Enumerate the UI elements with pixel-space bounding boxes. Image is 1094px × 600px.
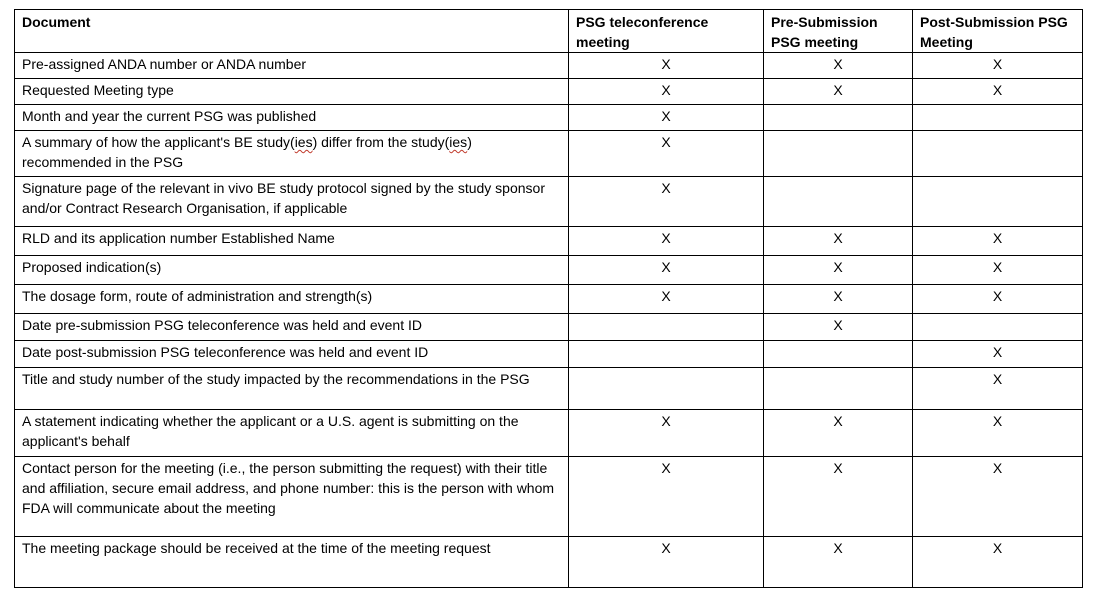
mark-cell: X [913, 341, 1083, 368]
document-cell: Date post-submission PSG teleconference was held and event ID [15, 341, 569, 368]
mark-cell: X [569, 285, 764, 314]
mark-cell: X [569, 53, 764, 79]
document-cell: Contact person for the meeting (i.e., the person submitting the request) with their title and affiliation, secure email address, and phone number: this is the person with whom FDA will communicate about the meeting [15, 457, 569, 537]
mark-cell: X [764, 256, 913, 285]
mark-cell [569, 314, 764, 341]
mark-cell [764, 105, 913, 131]
mark-cell: X [569, 79, 764, 105]
spellcheck-word: ies [449, 134, 468, 150]
table-row [15, 341, 1083, 368]
mark-cell [913, 131, 1083, 177]
mark-cell: X [913, 227, 1083, 256]
header-row [15, 10, 1083, 53]
mark-cell [913, 177, 1083, 227]
table-row [15, 368, 1083, 410]
document-cell: A summary of how the applicant's BE study(ies) differ from the study(ies) recommended in the PSG [15, 131, 569, 177]
mark-cell [913, 105, 1083, 131]
mark-cell: X [764, 227, 913, 256]
header-psg-teleconference: PSG teleconference meeting [569, 10, 764, 53]
requirements-table [14, 9, 1083, 588]
mark-cell [913, 314, 1083, 341]
document-cell: RLD and its application number Established Name [15, 227, 569, 256]
mark-cell: X [569, 256, 764, 285]
mark-cell: X [764, 314, 913, 341]
document-cell: Title and study number of the study impacted by the recommendations in the PSG [15, 368, 569, 410]
mark-cell [569, 341, 764, 368]
document-cell: Month and year the current PSG was published [15, 105, 569, 131]
mark-cell [764, 341, 913, 368]
document-cell: Pre-assigned ANDA number or ANDA number [15, 53, 569, 79]
mark-cell: X [913, 457, 1083, 537]
document-cell: Requested Meeting type [15, 79, 569, 105]
document-cell: Signature page of the relevant in vivo BE study protocol signed by the study sponsor and/or Contract Research Organisation, if applicable [15, 177, 569, 227]
table-row [15, 285, 1083, 314]
mark-cell: X [764, 79, 913, 105]
mark-cell: X [569, 227, 764, 256]
document-cell: Date pre-submission PSG teleconference was held and event ID [15, 314, 569, 341]
mark-cell: X [913, 79, 1083, 105]
mark-cell [569, 368, 764, 410]
table-row [15, 227, 1083, 256]
mark-cell: X [913, 410, 1083, 457]
table-row [15, 79, 1083, 105]
mark-cell: X [913, 285, 1083, 314]
mark-cell: X [569, 131, 764, 177]
document-cell: Proposed indication(s) [15, 256, 569, 285]
mark-cell: X [569, 457, 764, 537]
mark-cell: X [764, 285, 913, 314]
mark-cell: X [913, 537, 1083, 588]
table-row [15, 537, 1083, 588]
mark-cell [764, 368, 913, 410]
mark-cell: X [913, 368, 1083, 410]
spellcheck-word: ies [294, 134, 313, 150]
mark-cell: X [913, 256, 1083, 285]
header-document: Document [15, 10, 569, 53]
header-pre-submission: Pre-Submission PSG meeting [764, 10, 913, 53]
mark-cell: X [764, 53, 913, 79]
mark-cell: X [569, 177, 764, 227]
table-row [15, 53, 1083, 79]
table-row [15, 256, 1083, 285]
mark-cell [764, 131, 913, 177]
mark-cell: X [764, 410, 913, 457]
mark-cell: X [569, 105, 764, 131]
table-row [15, 131, 1083, 177]
mark-cell: X [913, 53, 1083, 79]
table-row [15, 410, 1083, 457]
document-cell: The meeting package should be received at the time of the meeting request [15, 537, 569, 588]
document-cell: The dosage form, route of administration and strength(s) [15, 285, 569, 314]
table-row [15, 314, 1083, 341]
table-row [15, 105, 1083, 131]
document-cell: A statement indicating whether the applicant or a U.S. agent is submitting on the applicant's behalf [15, 410, 569, 457]
table-row [15, 177, 1083, 227]
mark-cell: X [569, 410, 764, 457]
mark-cell: X [764, 537, 913, 588]
mark-cell: X [569, 537, 764, 588]
table-row [15, 457, 1083, 537]
header-post-submission: Post-Submission PSG Meeting [913, 10, 1083, 53]
mark-cell: X [764, 457, 913, 537]
mark-cell [764, 177, 913, 227]
